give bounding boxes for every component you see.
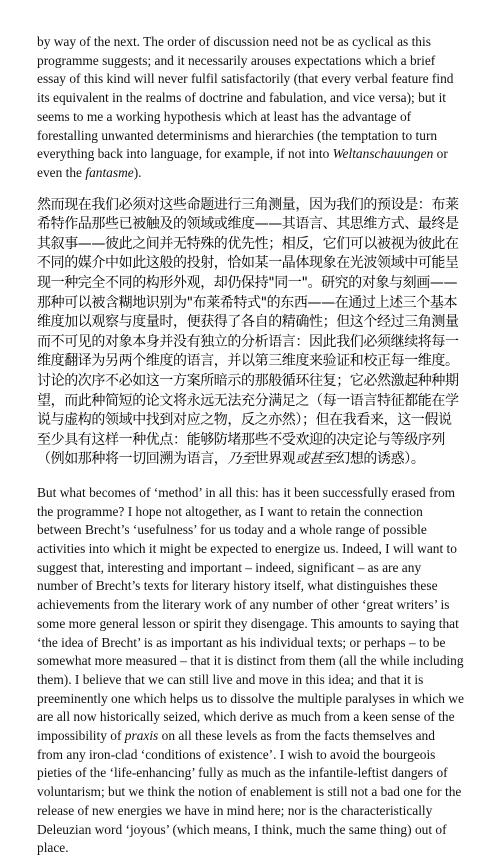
italic-weltanschauungen: Weltanschauungen: [332, 146, 434, 162]
italic-fantasme: fantasme: [85, 164, 134, 180]
paragraph-1-text-middle: or even the: [37, 146, 448, 180]
paragraph-zh-between: 世界观: [254, 451, 296, 468]
paragraph-2-text: But what becomes of ‘method’ in all this: has it been successfully erased from the programme? I hope not altogether, as I want to retain the connection between Brecht’s ‘usefulness’ for us today and a whole range of possible activities into which it might be expected to energize us. Indeed, I will want to suggest that, interesting and important – indeed, significant – as are any number of Brecht’s texts for literary history itself, what distinguishes these achievements from the literary work of any number of other ‘great writers’ is some more general lesson or spirit they disengage. This amounts to saying that ‘the idea of Brecht’ is as important as his individual texts; or perhaps – to be somewhat more measured – that it is distinct from them (all the while including them). I believe that we can still live and move in this idea; and that it is preeminently one which helps us to dissolve the multiple paralyses in which we are all now historically seized, which derive as much from a keen sense of the impossibility of: [37, 484, 464, 744]
italic-zh-2: 或甚至: [295, 451, 337, 468]
paragraph-english-1: [37, 33, 464, 183]
paragraph-english-2: [37, 484, 464, 858]
paragraph-chinese: [37, 196, 464, 470]
italic-praxis: praxis: [124, 728, 159, 744]
paragraph-2-text-end: on all these levels as from the facts themselves and from any iron-clad ‘conditions of existence’. I wish to avoid the bourgeois pieties of the ‘life-enhancing’ fully as much as the infantile-leftist dangers of voluntarism; but we think the notion of enablement is still not a bad one for the release of new energies we have in mind here; nor is the characteristically Deleuzian word ‘joyous’ (which means, I think, much the same thing) out of place.: [37, 728, 462, 856]
paragraph-1-text: by way of the next. The order of discussion need not be as cyclical as this programme suggests; and it necessarily arouses expectations which a brief essay of this kind will never fulfil satisfactorily (that every verbal feature find its equivalent in the realms of doctrine and fabulation, and vice versa); but it seems to me a working hypothesis which at least has the advantage of forestalling unwanted determinisms and hierarchies (the temptation to turn everything back into language, for example, if not into: [37, 34, 454, 162]
paragraph-1-text-end: ).: [133, 164, 142, 180]
paragraph-zh-end: 幻想的诱惑）。: [336, 451, 425, 468]
italic-zh-1: 乃至: [227, 451, 255, 468]
paragraph-zh-text: 然而现在我们必须对这些命题进行三角测量，因为我们的预设是：布莱希特作品那些已被触及的领域或维度——其语言、其思维方式、最终是其叙事——彼此之间并无特殊的优先性；相反，它们可以被视为彼此在不同的媒介中如此这般的投射，恰如某一晶体现象在光波领域中可能呈现一种完全不同的构形外观，却仍保持"同一"。研究的对象与刻画——那种可以被含糊地识别为"布莱希特式"的东西——在通过上述三个基本维度加以观察与度量时，便获得了各自的精确性；但这个经过三角测量而不可见的对象本身并没有独立的分析语言：因此我们必须继续将每一维度翻译为另两个维度的语言，并以第三维度来验证和校正每一维度。讨论的次序不必如这一方案所暗示的那般循环往复；它必然激起种种期望，而此种简短的论文将永远无法充分满足之（每一语言特征都能在学说与虚构的领域中找到对应之物，反之亦然）；但在我看来，这一假说至少具有这样一种优点：能够防堵那些不受欢迎的决定论与等级序列（例如那种将一切回溯为语言，: [37, 196, 459, 468]
